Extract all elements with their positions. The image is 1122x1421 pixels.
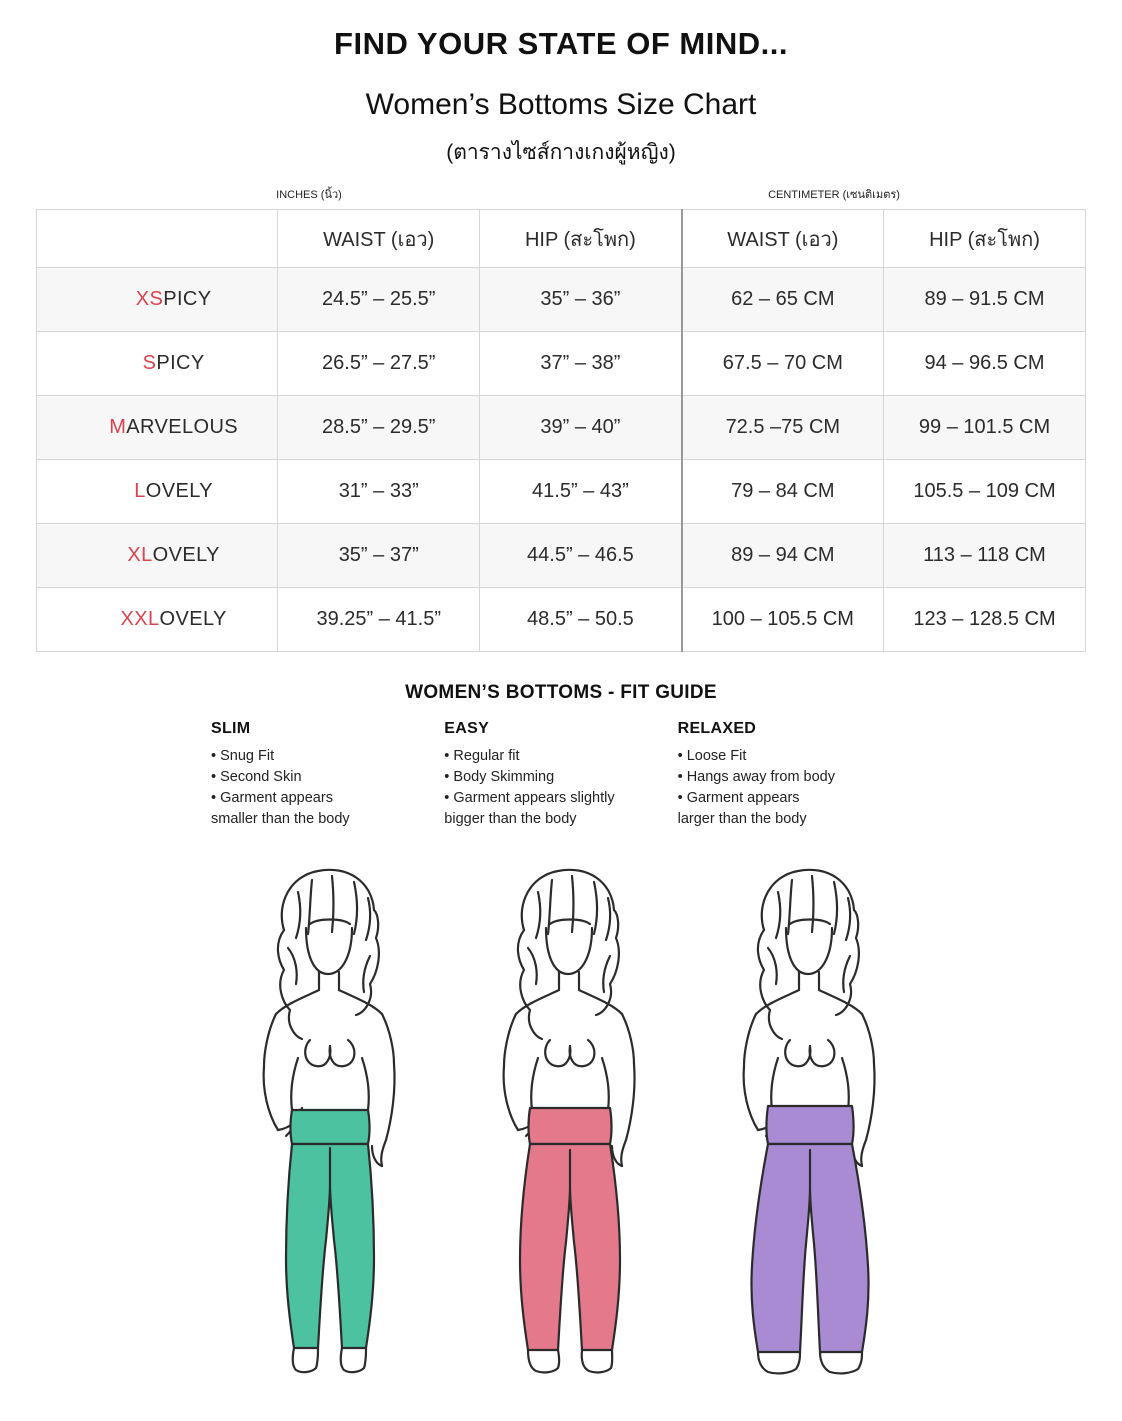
fit-column-heading: SLIM bbox=[211, 720, 251, 737]
waist-cm-cell: 72.5 –75 CM bbox=[682, 396, 884, 460]
size-rest: OVELY bbox=[145, 480, 213, 502]
size-rest: ARVELOUS bbox=[126, 416, 239, 438]
hip-inches-cell: 44.5” – 46.5 bbox=[480, 524, 682, 588]
waist-cm-cell: 67.5 – 70 CM bbox=[682, 332, 884, 396]
fit-line: • Garment appears bbox=[677, 790, 800, 806]
fit-line: smaller than the body bbox=[211, 811, 350, 827]
size-rest: OVELY bbox=[159, 608, 227, 630]
size-table-container bbox=[36, 209, 1086, 652]
fit-line: • Regular fit bbox=[444, 748, 520, 764]
fit-line: • Second Skin bbox=[211, 769, 302, 785]
column-header-hip-in: HIP (สะโพก) bbox=[480, 210, 682, 268]
woman-figure-relaxed-icon bbox=[686, 852, 916, 1382]
column-header-waist-cm: WAIST (เอว) bbox=[682, 210, 884, 268]
table-row bbox=[37, 524, 1086, 588]
size-rest: PICY bbox=[163, 288, 212, 310]
page-subtitle-thai: (ตารางไซส์กางเกงผู้หญิง) bbox=[446, 141, 676, 164]
hip-inches-cell: 41.5” – 43” bbox=[480, 460, 682, 524]
table-row bbox=[37, 460, 1086, 524]
fit-line: • Hangs away from body bbox=[677, 769, 835, 785]
page-title: Women’s Bottoms Size Chart bbox=[365, 88, 757, 121]
size-name-cell bbox=[37, 588, 278, 652]
hip-cm-cell: 113 – 118 CM bbox=[884, 524, 1086, 588]
waist-cm-cell: 89 – 94 CM bbox=[682, 524, 884, 588]
fit-guide-title: WOMEN’S BOTTOMS - FIT GUIDE bbox=[405, 682, 717, 703]
column-header-size bbox=[37, 210, 278, 268]
hip-cm-cell: 99 – 101.5 CM bbox=[884, 396, 1086, 460]
size-table-head bbox=[37, 210, 1086, 268]
hip-inches-cell: 37” – 38” bbox=[480, 332, 682, 396]
table-row bbox=[37, 588, 1086, 652]
fit-figures bbox=[0, 852, 1122, 1402]
hip-inches-cell: 35” – 36” bbox=[480, 268, 682, 332]
size-name-cell bbox=[37, 396, 278, 460]
size-prefix: L bbox=[134, 480, 146, 502]
fit-guide-columns bbox=[211, 720, 911, 830]
size-prefix: S bbox=[142, 352, 157, 374]
size-prefix: XL bbox=[127, 544, 153, 566]
page-header bbox=[0, 0, 1122, 169]
fit-column-relaxed bbox=[678, 720, 911, 830]
hip-cm-cell: 89 – 91.5 CM bbox=[884, 268, 1086, 332]
tagline: FIND YOUR STATE OF MIND... bbox=[334, 26, 788, 61]
waist-cm-cell: 100 – 105.5 CM bbox=[682, 588, 884, 652]
size-prefix: M bbox=[109, 416, 127, 438]
table-row bbox=[37, 332, 1086, 396]
unit-label-centimeter: CENTIMETER (เซนติเมตร) bbox=[768, 189, 900, 201]
fit-line: • Loose Fit bbox=[677, 748, 747, 764]
waist-inches-cell: 31” – 33” bbox=[278, 460, 480, 524]
hip-inches-cell: 48.5” – 50.5 bbox=[480, 588, 682, 652]
waist-inches-cell: 26.5” – 27.5” bbox=[278, 332, 480, 396]
size-name-cell bbox=[37, 268, 278, 332]
fit-line: • Garment appears bbox=[211, 790, 333, 806]
table-header-row bbox=[37, 210, 1086, 268]
hip-cm-cell: 105.5 – 109 CM bbox=[884, 460, 1086, 524]
fit-column-heading: RELAXED bbox=[677, 720, 757, 737]
fit-column-easy bbox=[444, 720, 677, 830]
fit-column-heading: EASY bbox=[444, 720, 490, 737]
waist-inches-cell: 39.25” – 41.5” bbox=[278, 588, 480, 652]
size-rest: PICY bbox=[156, 352, 205, 374]
fit-column-slim bbox=[211, 720, 444, 830]
size-prefix: XS bbox=[135, 288, 164, 310]
waist-inches-cell: 28.5” – 29.5” bbox=[278, 396, 480, 460]
figure-slim bbox=[206, 852, 436, 1382]
waist-cm-cell: 79 – 84 CM bbox=[682, 460, 884, 524]
unit-labels bbox=[36, 185, 1086, 203]
fit-line: • Body Skimming bbox=[444, 769, 555, 785]
waist-cm-cell: 62 – 65 CM bbox=[682, 268, 884, 332]
size-table-body bbox=[37, 268, 1086, 652]
table-row bbox=[37, 396, 1086, 460]
waist-inches-cell: 35” – 37” bbox=[278, 524, 480, 588]
column-header-hip-cm: HIP (สะโพก) bbox=[884, 210, 1086, 268]
table-row bbox=[37, 268, 1086, 332]
figure-relaxed bbox=[686, 852, 916, 1382]
figure-easy bbox=[446, 852, 676, 1382]
fit-line: • Snug Fit bbox=[211, 748, 275, 764]
waist-inches-cell: 24.5” – 25.5” bbox=[278, 268, 480, 332]
size-table bbox=[36, 209, 1086, 652]
hip-cm-cell: 123 – 128.5 CM bbox=[884, 588, 1086, 652]
woman-figure-easy-icon bbox=[446, 852, 676, 1382]
size-rest: OVELY bbox=[152, 544, 220, 566]
fit-line: bigger than the body bbox=[444, 811, 577, 827]
size-name-cell bbox=[37, 332, 278, 396]
fit-line: • Garment appears slightly bbox=[444, 790, 615, 806]
unit-label-inches: INCHES (นิ้ว) bbox=[276, 189, 342, 201]
column-header-waist-in: WAIST (เอว) bbox=[278, 210, 480, 268]
size-name-cell bbox=[37, 524, 278, 588]
hip-cm-cell: 94 – 96.5 CM bbox=[884, 332, 1086, 396]
size-prefix: XXL bbox=[120, 608, 160, 630]
woman-figure-slim-icon bbox=[206, 852, 436, 1382]
fit-line: larger than the body bbox=[677, 811, 807, 827]
hip-inches-cell: 39” – 40” bbox=[480, 396, 682, 460]
size-name-cell bbox=[37, 460, 278, 524]
